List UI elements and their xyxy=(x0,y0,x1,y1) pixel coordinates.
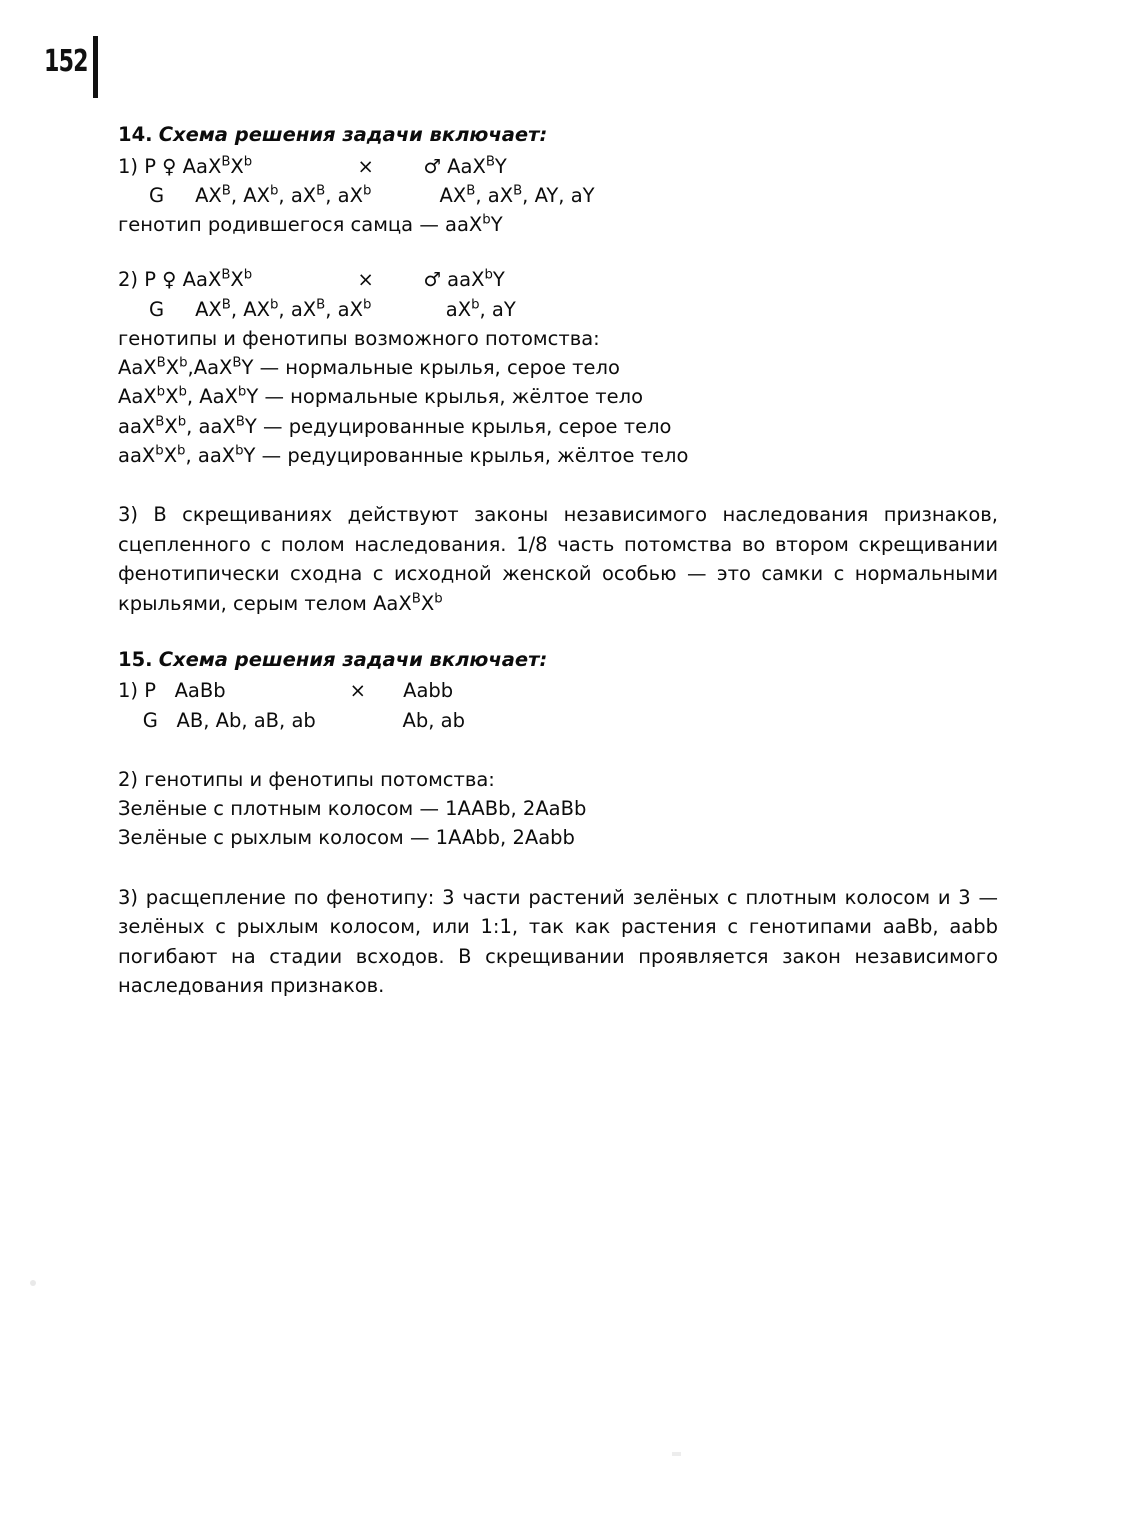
paper-smudge xyxy=(672,1452,681,1456)
page-number-rule xyxy=(93,36,98,98)
spacer xyxy=(118,735,998,765)
task-15-offspring-line: Зелёные с плотным колосом — 1AABb, 2AaBb xyxy=(118,797,587,820)
spacer xyxy=(118,619,998,645)
spacer xyxy=(118,239,998,265)
page-content xyxy=(118,120,998,1001)
spacer xyxy=(118,470,998,500)
task-14-offspring-line: $AaX^bX^b$, AaX$^b$Y — нормальные крылья, жёлтое тело xyxy=(118,384,644,409)
task-15-step1-gametes: G AB, Ab, aB, ab Ab, ab xyxy=(118,708,466,732)
task-14-offspring-line: $aaX^BX^b$, aaX$^B$Y — редуцированные крылья, серое тело xyxy=(118,414,672,438)
task-15-step3: 3) расщепление по фенотипу: 3 части растений зелёных с плотным колосом и 3 — зелёных с рыхлым колосом, или 1:1, так как растения с генотипами aaBb, aabb погибают на стадии всходов. В скрещивании проявляется закон независимого наследования признаков. xyxy=(118,885,998,998)
task-15-offspring-line: Зелёные с рыхлым колосом — 1AAbb, 2Aabb xyxy=(118,826,575,850)
task-15-title: Схема решения задачи включает: xyxy=(158,647,548,671)
task-15-step1-parents: 1) Р AaBb × Aabb xyxy=(118,679,454,703)
task-14-heading xyxy=(118,120,998,150)
task-14-offspring-line: $AaX^BX^b,AaX^BY$ — нормальные крылья, серое тело xyxy=(118,355,620,380)
task-14-step3: 3) В скрещиваниях действуют законы независимого наследования признаков, сцепленного с полом наследования. 1/8 часть потомства во втором скрещивании фенотипически сходна с исходной женской особью — это самки с нормальными крыльями, серым телом $AaX^BX^b$ xyxy=(118,503,998,615)
task-14-step1-parents: 1) Р ♀ $AaX^BX^b$ × ♂ AaX$^B$Y xyxy=(118,154,507,178)
task-14-title: Схема решения задачи включает: xyxy=(158,123,548,146)
task-14-offspring-line: $aaX^bX^b$, aaX$^b$Y — редуцированные крылья, жёлтое тело xyxy=(118,443,689,467)
task-15-number: 15. xyxy=(118,647,153,671)
task-14-step2-gametes: G $AX^B$, $AX^b$, $aX^B$, $aX^b$ $aX^b$, aY xyxy=(118,297,516,321)
paper-speck xyxy=(30,1280,36,1286)
task-15-step2-label: 2) генотипы и фенотипы потомства: xyxy=(118,767,495,791)
task-14-step1-gametes: G $AX^B$, $AX^b$, $aX^B$, $aX^b$ $AX^B$, $aX^B$, AY, aY xyxy=(118,183,595,207)
page-number: 152 xyxy=(44,44,88,79)
task-14-step1-result: генотип родившегося самца — aaX$^b$Y xyxy=(118,212,503,237)
spacer xyxy=(118,853,998,883)
task-15-heading xyxy=(118,645,998,675)
task-14-step2-label: генотипы и фенотипы возможного потомства: xyxy=(118,326,600,350)
task-14-step2-parents: 2) Р ♀ $AaX^BX^b$ × ♂ aaX$^b$Y xyxy=(118,267,505,292)
task-14-number: 14. xyxy=(118,123,153,146)
